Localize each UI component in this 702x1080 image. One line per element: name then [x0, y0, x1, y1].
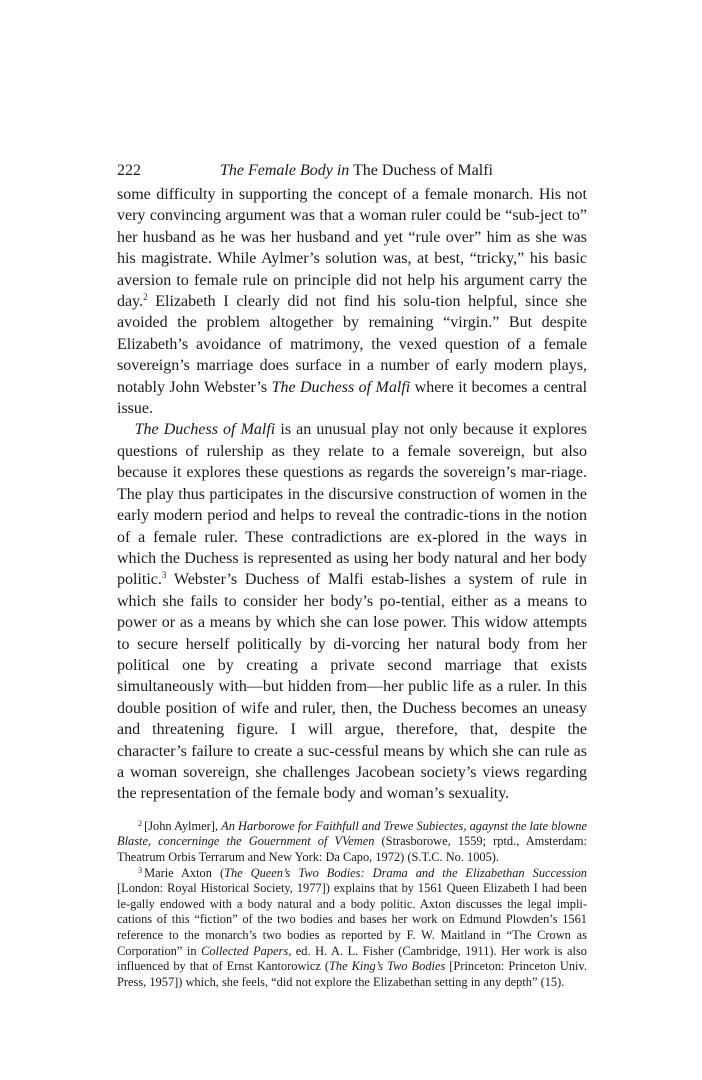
cited-title: The King’s Two Bodies: [329, 959, 446, 974]
cited-title: Collected Papers: [201, 943, 289, 958]
footnote-ref-3: 3: [161, 570, 167, 581]
paragraph-1-text-a: some difficulty in supporting the concept of a female monarch. His not very convincing argument was that a woman ruler could be “sub-ject to” her husband as he was her husband and yet “rule over” him as she was his magistrate. While Aylmer’s solution was, at best, “tricky,” his basic aversion to female rule on principle did not help his argument carry the day.: [117, 186, 587, 311]
book-page: [117, 160, 587, 990]
running-head: [117, 160, 587, 182]
footnote-ref-2: 2: [143, 292, 148, 303]
footnote-2-text-a: [John Aylmer],: [144, 818, 222, 833]
running-title-roman: The Duchess of Malfi: [349, 162, 493, 179]
cited-title: The Queen’s Two Bodies: Drama and the Elizabethan Succession: [224, 865, 587, 880]
running-title: [220, 160, 587, 182]
footnote-mark: 2: [138, 818, 143, 828]
paragraph-2: [117, 419, 587, 804]
paragraph-2-text-a: is an unusual play not only because it explores questions of rulership as they relate to a female sovereign, but also because it explores these questions as regards the sovereign’s mar-riage. The play thus participates in the discursive construction of women in the early modern period and helps to reveal the contradic-tions in the notion of a female ruler. These contradictions are ex-plored in the ways in which the Duchess is represented as using her body natural and her body politic.: [117, 421, 587, 589]
footnote-mark: 3: [138, 865, 143, 875]
footnote-3-text-a: Marie Axton (: [144, 865, 225, 880]
paragraph-1: [117, 184, 587, 419]
footnote-3: [117, 866, 587, 991]
footnote-2-text-b: (Strasborowe, 1559; rptd., Amsterdam: Theatrum Orbis Terrarum and New York: Da Capo, 1972) (S.T.C. No. 1005).: [117, 834, 587, 864]
paragraph-1-text-c: where it becomes a central issue.: [117, 378, 588, 418]
footnote-3-text-d: [Princeton: Princeton Univ. Press, 1957]) which, she feels, “did not explore the Elizabethan setting in any depth” (15).: [117, 959, 587, 989]
cited-title: An Harborowe for Faithfull and Trewe Subiectes, agaynst the late blowne Blaste, concerninge the Gouernment of VVemen: [117, 818, 588, 849]
body-text: [117, 184, 587, 805]
play-title: The Duchess of Malfi: [271, 378, 411, 396]
footnote-3-text-c: , ed. H. A. L. Fisher (Cambridge, 1911). Her work is also influenced by that of Ernst Kantorowicz (: [117, 943, 587, 974]
paragraph-2-text-b: Webster’s Duchess of Malfi estab-lishes a system of rule in which she fails to consider her body’s po-tential, either as a means to power or as a means by which she can lose power. This widow attempts to secure herself politically by di-vorcing her natural body from her political one by creating a private second marriage that exists simultaneously with—but hidden from—her public life as a ruler. In this double position of wife and ruler, then, the Duchess becomes an uneasy and threatening figure. I will argue, therefore, that, despite the character’s failure to create a suc-cessful means by which she can rule as a woman sovereign, she challenges Jacobean society’s views regarding the representation of the female body and woman’s sexuality.: [117, 571, 587, 803]
paragraph-1-text-b: Elizabeth I clearly did not find his solu-tion helpful, since she avoided the problem altogether by remaining “virgin.” But despite Elizabeth’s avoidance of matrimony, the vexed question of a female sovereign’s marriage does surface in a number of early modern plays, notably John Webster’s: [117, 293, 587, 396]
footnote-3-text-b: [London: Royal Historical Society, 1977]) explains that by 1561 Queen Elizabeth I had been le-gally endowed with a body natural and a body politic. Axton discusses the legal impli-cations of this “fiction” of the two bodies and bases her work on Edmund Plowden’s 1561 reference to the monarch’s two bodies as reported by F. W. Maitland in “The Crown as Corporation” in: [117, 881, 587, 958]
play-title: The Duchess of Malfi: [134, 421, 276, 439]
footnote-2: [117, 819, 587, 866]
footnotes: [117, 819, 587, 991]
running-title-italic: The Female Body in: [220, 162, 350, 179]
page-number: 222: [117, 162, 141, 179]
